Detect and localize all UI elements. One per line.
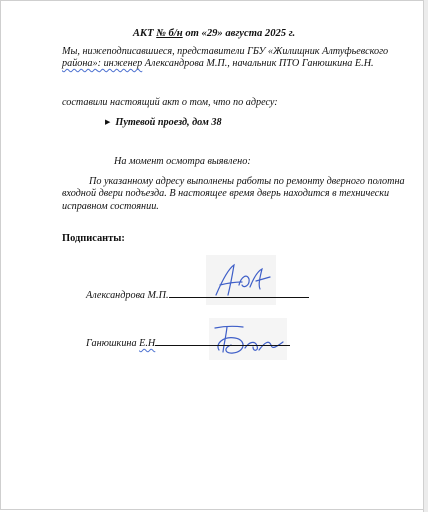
findings-line-3: исправном состоянии.: [62, 201, 159, 212]
intro-district: района»: [62, 58, 98, 69]
act-title: [1, 28, 427, 41]
signature-line-2: [155, 335, 290, 346]
bullet-arrow-icon: ▶: [105, 118, 111, 126]
address-line: [105, 117, 222, 130]
signature-line-1: [169, 287, 309, 298]
findings-line-1: По указанному адресу выполнены работы по ремонту дверного полотна: [89, 176, 405, 187]
title-date: от «29» августа 2025 г.: [185, 28, 296, 39]
signer-name-1: Александрова М.П.: [86, 290, 169, 301]
signer-name-2: Ганюшкина: [86, 338, 140, 349]
window-right-edge: [423, 0, 428, 512]
signer-initials-2: Е.Н: [139, 338, 156, 349]
intro-names: Александрова М.П., начальник ПТО Ганюшкина Е.Н.: [142, 58, 374, 69]
inspection-heading: На момент осмотра выявлено:: [114, 156, 251, 167]
findings-line-2: входной двери подъезда. В настоящее время дверь находится в технически: [62, 188, 390, 199]
signature-row-1: [86, 287, 309, 303]
intro-line-1: Мы, нижеподписавшиеся, представители ГБУ «Жилищник Алтуфьевского: [62, 46, 389, 57]
intro-line-2: [62, 58, 374, 71]
intro-engineer: : инженер: [97, 58, 143, 69]
statement-line: составили настоящий акт о том, что по адресу:: [62, 97, 278, 108]
signature-row-2: [86, 335, 290, 351]
signers-heading: Подписанты:: [62, 233, 125, 244]
title-prefix: АКТ: [132, 28, 154, 39]
address-text: Путевой проезд, дом 38: [115, 117, 222, 128]
title-number: № б/н: [156, 28, 183, 39]
